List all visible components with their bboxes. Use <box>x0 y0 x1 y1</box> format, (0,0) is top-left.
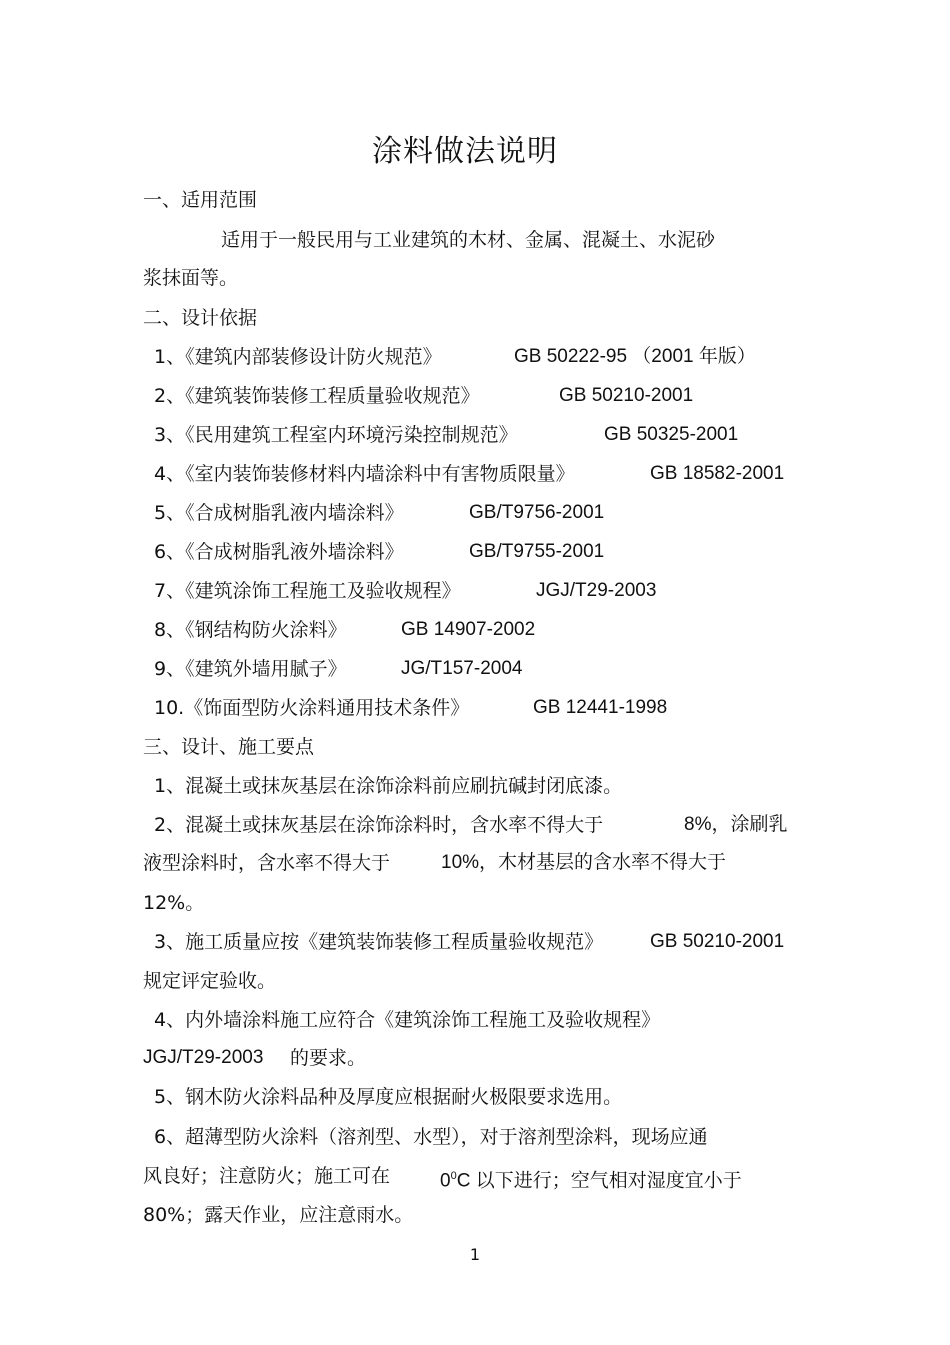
reference-item-code: GB 50210-2001 <box>559 385 694 406</box>
point-6-temperature <box>440 1163 742 1194</box>
reference-item-label: 10.《饰面型防火涂料通用技术条件》 <box>154 697 470 719</box>
point-3-line-2: 规定评定验收。 <box>143 970 277 992</box>
reference-item-label: 8、《钢结构防火涂料》 <box>154 619 347 641</box>
point-4-code: JGJ/T29-2003 <box>143 1047 264 1068</box>
reference-item-label: 9、《建筑外墙用腻子》 <box>154 658 347 680</box>
page-number: 1 <box>469 1245 481 1264</box>
reference-item-label: 1、《建筑内部装修设计防火规范》 <box>154 346 442 368</box>
point-2-line-1: 2、混凝土或抹灰基层在涂饰涂料时，含水率不得大于 <box>154 814 604 836</box>
point-6-line-2-tail: C 以下进行；空气相对湿度宜小于 <box>456 1170 742 1192</box>
reference-item-label: 3、《民用建筑工程室内环境污染控制规范》 <box>154 424 518 446</box>
reference-item-code: GB/T9755-2001 <box>469 541 605 562</box>
reference-item-code: GB 50325-2001 <box>604 424 739 445</box>
reference-item-label: 7、《建筑涂饰工程施工及验收规程》 <box>154 580 461 602</box>
point-6-line-3: 80%；露天作业，应注意雨水。 <box>143 1204 414 1226</box>
scope-text-line-1: 适用于一般民用与工业建筑的木材、金属、混凝土、水泥砂 <box>221 229 716 251</box>
point-2-line-3: 12%。 <box>143 892 205 914</box>
reference-item-code: GB/T9756-2001 <box>469 502 605 523</box>
point-5: 5、钢木防火涂料品种及厚度应根据耐火极限要求选用。 <box>154 1086 623 1108</box>
point-6-line-1: 6、超薄型防火涂料（溶剂型、水型），对于溶剂型涂料，现场应通 <box>154 1126 708 1148</box>
section-heading-key-points: 三、设计、施工要点 <box>143 736 315 758</box>
reference-item-code: GB 18582-2001 <box>650 463 785 484</box>
point-4-line-2: 的要求。 <box>290 1047 367 1069</box>
reference-item-code: JG/T157-2004 <box>401 658 523 679</box>
section-heading-scope: 一、适用范围 <box>143 189 258 211</box>
reference-item-label: 6、《合成树脂乳液外墙涂料》 <box>154 541 404 563</box>
point-4-line-1: 4、内外墙涂料施工应符合《建筑涂饰工程施工及验收规程》 <box>154 1009 661 1031</box>
reference-item-code: GB 14907-2002 <box>401 619 536 640</box>
scope-text-line-2: 浆抹面等。 <box>143 267 239 289</box>
reference-item-code: GB 50222-95 （2001 年版） <box>514 346 756 367</box>
point-2-line-1-tail: 8%，涂刷乳 <box>684 814 788 835</box>
reference-item-label: 5、《合成树脂乳液内墙涂料》 <box>154 502 404 524</box>
temperature-value: 0 <box>440 1170 451 1192</box>
point-2-line-2-tail: 10%，木材基层的含水率不得大于 <box>441 852 727 873</box>
degree-superscript: 0 <box>450 1170 457 1182</box>
point-3-code: GB 50210-2001 <box>650 931 785 952</box>
point-6-line-2: 风良好；注意防火；施工可在 <box>143 1165 391 1187</box>
page-title: 涂料做法说明 <box>372 134 558 169</box>
reference-item-label: 2、《建筑装饰装修工程质量验收规范》 <box>154 385 480 407</box>
reference-item-label: 4、《室内装饰装修材料内墙涂料中有害物质限量》 <box>154 463 575 485</box>
reference-item-code: GB 12441-1998 <box>533 697 668 718</box>
reference-item-code: JGJ/T29-2003 <box>536 580 657 601</box>
point-1: 1、混凝土或抹灰基层在涂饰涂料前应刷抗碱封闭底漆。 <box>154 775 623 797</box>
section-heading-basis: 二、设计依据 <box>143 307 258 329</box>
point-2-line-2: 液型涂料时，含水率不得大于 <box>143 852 391 874</box>
point-3-line-1: 3、施工质量应按《建筑装饰装修工程质量验收规范》 <box>154 931 604 953</box>
